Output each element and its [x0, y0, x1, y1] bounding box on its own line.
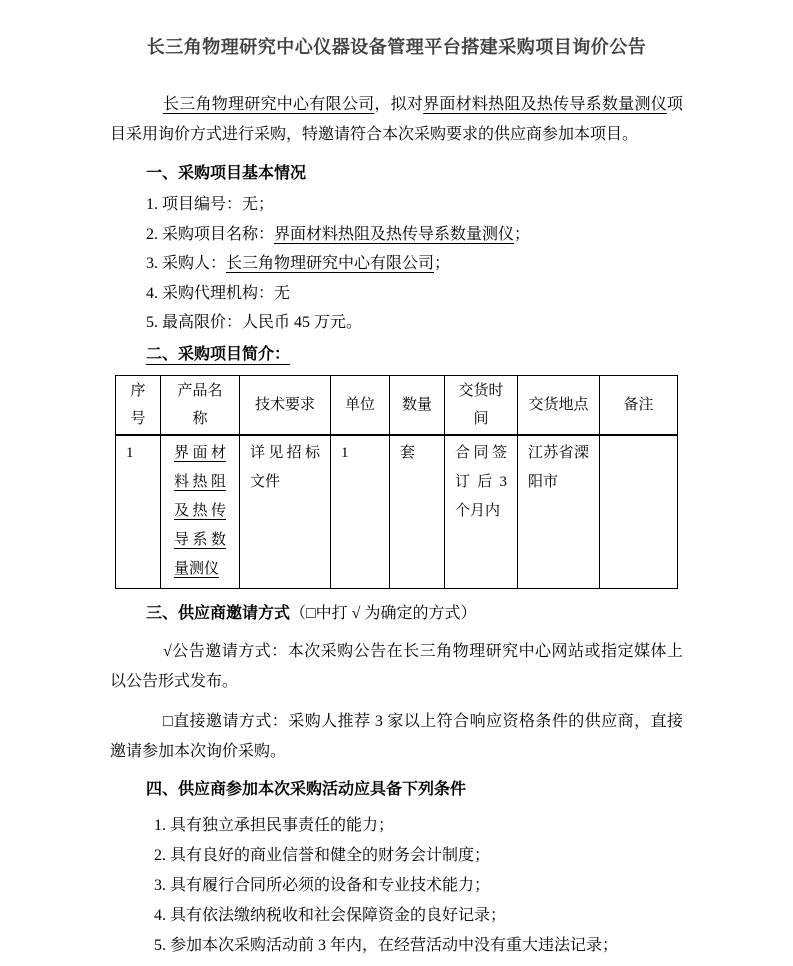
- supplier-conditions-list: [110, 811, 683, 961]
- page-title: 长三角物理研究中心仪器设备管理平台搭建采购项目询价公告: [146, 37, 647, 57]
- table-header-cell: 产品名称: [161, 375, 240, 435]
- basic-info-item: [146, 190, 683, 220]
- condition-item: 4. 具有依法缴纳税收和社会保障资金的良好记录；: [154, 906, 507, 924]
- underlined-text: 界面材料热阻及热传导系数量测仪: [174, 444, 226, 577]
- condition-item: 2. 具有良好的商业信誉和健全的财务会计制度；: [154, 846, 491, 864]
- section-3-heading: [146, 603, 683, 625]
- table-cell: [116, 435, 161, 589]
- table-row: [116, 435, 678, 589]
- basic-info-item: [146, 220, 683, 250]
- table-body: [116, 435, 678, 589]
- text-run: 1: [126, 444, 134, 461]
- condition-item: 5. 参加本次采购活动前 3 年内，在经营活动中没有重大违法记录；: [154, 936, 619, 954]
- procurement-items-table: [115, 375, 678, 589]
- text-run: 1: [341, 444, 349, 461]
- announcement-invite-paragraph: √公告邀请方式：本次采购公告在长三角物理研究中心网站或指定媒体上以公告形式发布。: [110, 642, 683, 690]
- table-header-cell: 交货地点: [518, 375, 600, 435]
- table-header-row: [116, 375, 678, 435]
- section-4-heading: 四、供应商参加本次采购活动应具备下列条件: [146, 780, 467, 798]
- text-run: 3. 采购人：: [146, 255, 227, 272]
- text-run: 4. 采购代理机构：无: [146, 284, 291, 302]
- underlined-text: 长三角物理研究中心有限公司: [226, 255, 435, 272]
- intro-paragraph: [110, 90, 683, 150]
- text-run: 5. 最高限价：人民币 45 万元。: [146, 314, 363, 331]
- basic-info-item: [146, 308, 683, 338]
- text-run: 2. 采购项目名称：: [146, 225, 275, 243]
- condition-item: 3. 具有履行合同所必须的设备和专业技术能力；: [154, 876, 491, 894]
- section-3-heading-note: （□中打 √ 为确定的方式）: [290, 604, 477, 622]
- table-header-cell: 数量: [390, 375, 445, 435]
- text-run: ；: [514, 225, 531, 243]
- underlined-text: 长三角物理研究中心有限公司: [163, 96, 375, 113]
- text-run: ，拟对: [374, 96, 424, 113]
- underlined-text: 界面材料热阻及热传导系数量测仪: [423, 96, 667, 113]
- table-cell: [445, 435, 518, 589]
- table-header-cell: 交货时间: [445, 375, 518, 435]
- table-header-cell: 备注: [600, 375, 678, 435]
- table-cell: [390, 435, 445, 589]
- table-cell: [518, 435, 600, 589]
- text-run: ；: [434, 255, 451, 272]
- section-1-heading: 一、采购项目基本情况: [146, 165, 307, 182]
- basic-info-item: [146, 279, 683, 309]
- text-run: 详见招标文件: [250, 444, 320, 490]
- basic-info-item: [146, 249, 683, 279]
- section-2-heading-wrap: [110, 344, 683, 366]
- basic-info-list: [110, 190, 683, 338]
- section-3-heading-bold: 三、供应商邀请方式: [146, 604, 291, 622]
- table-cell: [331, 435, 390, 589]
- text-run: 项目采用询价方式进行采购，特邀请符合本次采购要求的供应商参加本项目。: [110, 96, 683, 143]
- table-header-cell: 单位: [331, 375, 390, 435]
- underlined-text: 界面材料热阻及热传导系数量测仪: [274, 225, 515, 243]
- text-run: 套: [400, 444, 416, 461]
- table-header-cell: 技术要求: [240, 375, 331, 435]
- table-cell: [161, 435, 240, 589]
- table-header-cell: 序号: [116, 375, 161, 435]
- text-run: 1. 项目编号：无；: [146, 196, 275, 213]
- direct-invite-paragraph: □直接邀请方式：采购人推荐 3 家以上符合响应资格条件的供应商，直接邀请参加本次询价采购。: [110, 712, 683, 760]
- text-run: 江苏省溧阳市: [528, 444, 589, 490]
- condition-item: 1. 具有独立承担民事责任的能力；: [154, 816, 395, 834]
- table-cell: [240, 435, 331, 589]
- text-run: 合同签订后3个月内: [455, 444, 507, 519]
- section-2-heading: 二、采购项目简介：: [146, 345, 291, 363]
- table-cell: [600, 435, 678, 589]
